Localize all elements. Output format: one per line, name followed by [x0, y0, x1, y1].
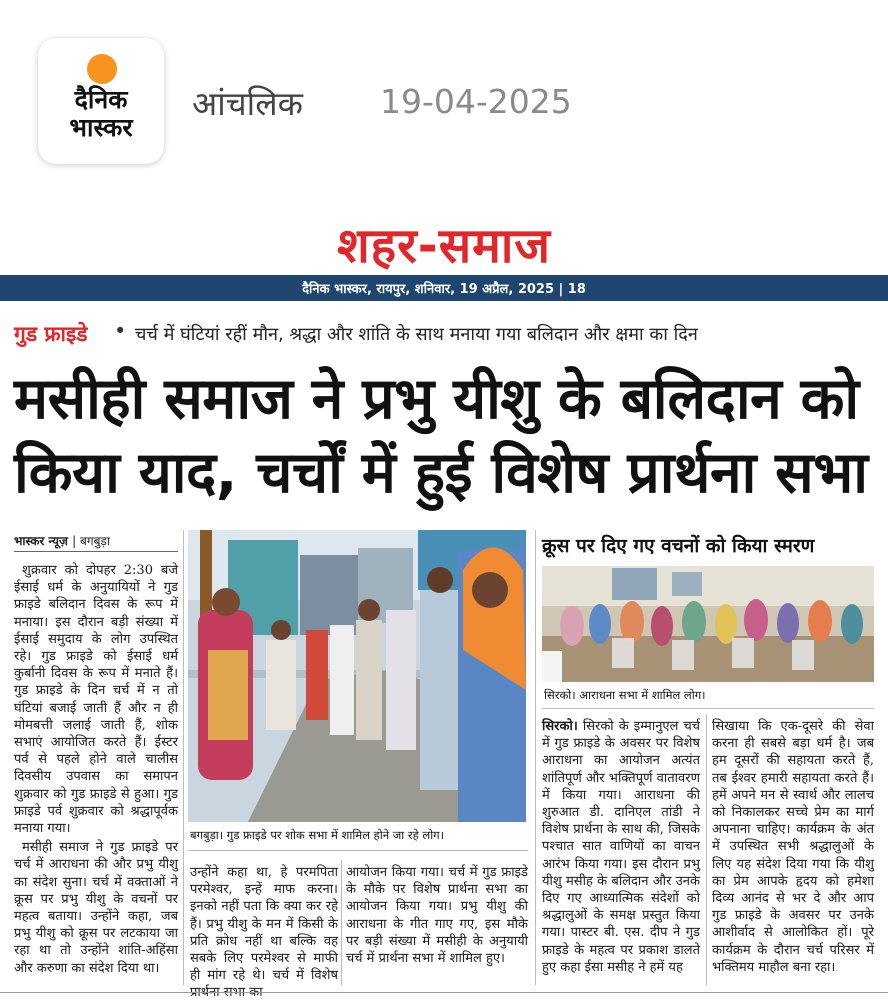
byline: [14, 532, 110, 549]
article-paragraph: उन्होंने कहा था, हे परमपिता परमेश्वर, इन्हें माफ करना। इनको नहीं पता कि क्या कर रहे हैं। प्रभु यीशु के मन में किसी के प्रति क्रोध नहीं था बल्कि वह सबके लिए परमेश्वर से माफी ही मांग रहे थे। चर्च में विशेष: [190, 865, 338, 984]
article-paragraph: शुक्रवार को दोपहर 2:30 बजे ईसाई धर्म के अनुयायियों ने गुड फ्राइडे बलिदान दिवस के रूप में मनाया। इस दौरान बड़ी संख्या में ईसाई समुदाय के लोग उपस्थित रहे। गुड फ्राइडे को ईसाई धर्म कुर्बानी दिवस के रूप में मनाते हैं। गुड फ्राइडे के दिन चर्च में न तो घंटियां बजाई जाती हैं और न ही मोमबत्ती जलाई जाती हैं, शोक सभाएं आयोजित करते हैं। ईस्टर पर्व से पहले होने वाले चालीस दिवसीय उपवास का समापन शुक्रवार को गुड फ्राइडे से हुआ। गुड फ्राइडे पर्व शुक्रवार को श्रद्धापूर्वक मनाया गया।: [14, 563, 178, 837]
headline: मसीही समाज ने प्रभु यीशु के बलिदान को किया याद, चर्चों में हुई विशेष प्रार्थना सभा: [14, 366, 868, 506]
section-label: आंचलिक: [192, 84, 303, 123]
byline-source: भास्कर न्यूज़: [14, 534, 68, 548]
article-paragraph: आयोजन किया गया। चर्च में गुड फ्राइडे के मौके पर विशेष प्रार्थना सभा का आयोजन किया गया। प्रभु यीशु की आराधना के गीत गाए गए, इस मौके पर बड़ी संख्या में मसीही के अनुयायी चर्च में प्रार्थना सभा में शामिल हुए।: [346, 865, 528, 967]
byline-rule: [14, 551, 178, 552]
dateline: सिरको।: [542, 719, 578, 734]
procession-photo-art: [188, 530, 526, 822]
column-divider: [706, 714, 707, 985]
logo-line-2: भास्कर: [69, 113, 133, 142]
edition-date: 19-04-2025: [380, 82, 572, 121]
procession-photo-caption: बगबुड़ा। गुड फ्राइडे पर शोक सभा में शामिल होने जा रहे लोग।: [190, 828, 445, 842]
article-column-mid-2: [346, 864, 528, 984]
article-column-mid-1: [190, 864, 338, 984]
page-bottom-rule: [0, 992, 888, 993]
article-column-left: [14, 562, 178, 984]
prayer-meeting-photo: [542, 566, 874, 682]
article-text: सिरको के इम्मानुएल चर्च में गुड फ्राइडे के अवसर पर विशेष आराधना का आयोजन अत्यंत शांतिपूर्ण और भक्तिपूर्ण वातावरण में किया गया। आराधना की शुरुआत डी. दानिएल तांडी ने विशेष प्रार्थना के साथ की, जिसके पश्चात सात वाणियों का वाचन आरंभ किया गया। इस दौरान प्रभु यीशु मसीह के बलिदान और उनके दिए गए आध्यात्मिक संदेशों को श्रद्धालुओं के समक्ष प्रस्तुत किया गया। पास्टर बी. एस. दीप ने गुड फ्राइडे के महत्व पर प्रकाश डालते हुए कहा ईसा मसीह ने हमें यह: [542, 719, 700, 975]
kicker-bullet: •: [114, 319, 127, 343]
column-divider: [341, 860, 342, 985]
article-paragraph: मसीही समाज ने गुड फ्राइडे पर चर्च में आराधना की और प्रभु यीशु का संदेश सुना। चर्च में वक्ताओं ने क्रूस पर प्रभु यीशु के वचनों पर महत्व बताया। उन्होंने कहा, जब प्रभु यीशु को क्रूस पर लटकाया जा रहा था तो उन्होंने शांति-अहिंसा और करुणा का संदेश दिया था।: [14, 840, 178, 976]
logo-line-1: दैनिक: [74, 85, 128, 114]
article-paragraph: सिखाया कि एक-दूसरे की सेवा करना ही सबसे बड़ा धर्म है। जब हम दूसरों की सहायता करते हैं, तब ईश्वर हमारी सहायता करते हैं। हमें अपने मन से स्वार्थ और लालच को निकालकर सच्चे प्रेम का मार्ग अपनाना चाहिए। कार्यक्रम के अंत में उपस्थित सभी श्रद्धालुओं के लिए यह संदेश दिया गया कि यीशु का प्रेम आपके हृदय को हमेशा दिव्य आनंद से भर दे और आप गुड फ्राइडे के अवसर पर उनके आशीर्वाद से आलोकित हों। पूरे कार्यक्रम के दौरान चर्च परिसर में भक्तिमय माहौल बना रहा।: [712, 719, 874, 975]
banner-strip-text: दैनिक भास्कर, रायपुर, शनिवार, 19 अप्रैल, 2025 | 18: [302, 282, 586, 297]
article-column-right-2: [712, 718, 874, 984]
column-divider: [183, 530, 184, 985]
kicker-text: चर्च में घंटियां रहीं मौन, श्रद्धा और शांति के साथ मनाया गया बलिदान और क्षमा का दिन: [135, 324, 698, 345]
sun-icon: [87, 54, 117, 84]
caption-rule: [542, 708, 874, 709]
kicker-label: गुड फ्राइडे: [14, 322, 88, 346]
prayer-meeting-photo-caption: सिरको। आराधना सभा में शामिल लोग।: [544, 688, 706, 702]
caption-rule: [188, 850, 528, 851]
byline-place: | बगबुड़ा: [72, 534, 110, 548]
prayer-meeting-photo-art: [542, 566, 874, 682]
article-paragraph: [542, 718, 700, 976]
app-logo[interactable]: [38, 38, 164, 164]
article-column-right-1: [542, 718, 700, 984]
side-story-subhead: क्रूस पर दिए गए वचनों को किया स्मरण: [542, 535, 815, 557]
page-banner: शहर-समाज: [337, 218, 551, 274]
column-divider: [535, 530, 536, 985]
procession-photo: [188, 530, 526, 822]
